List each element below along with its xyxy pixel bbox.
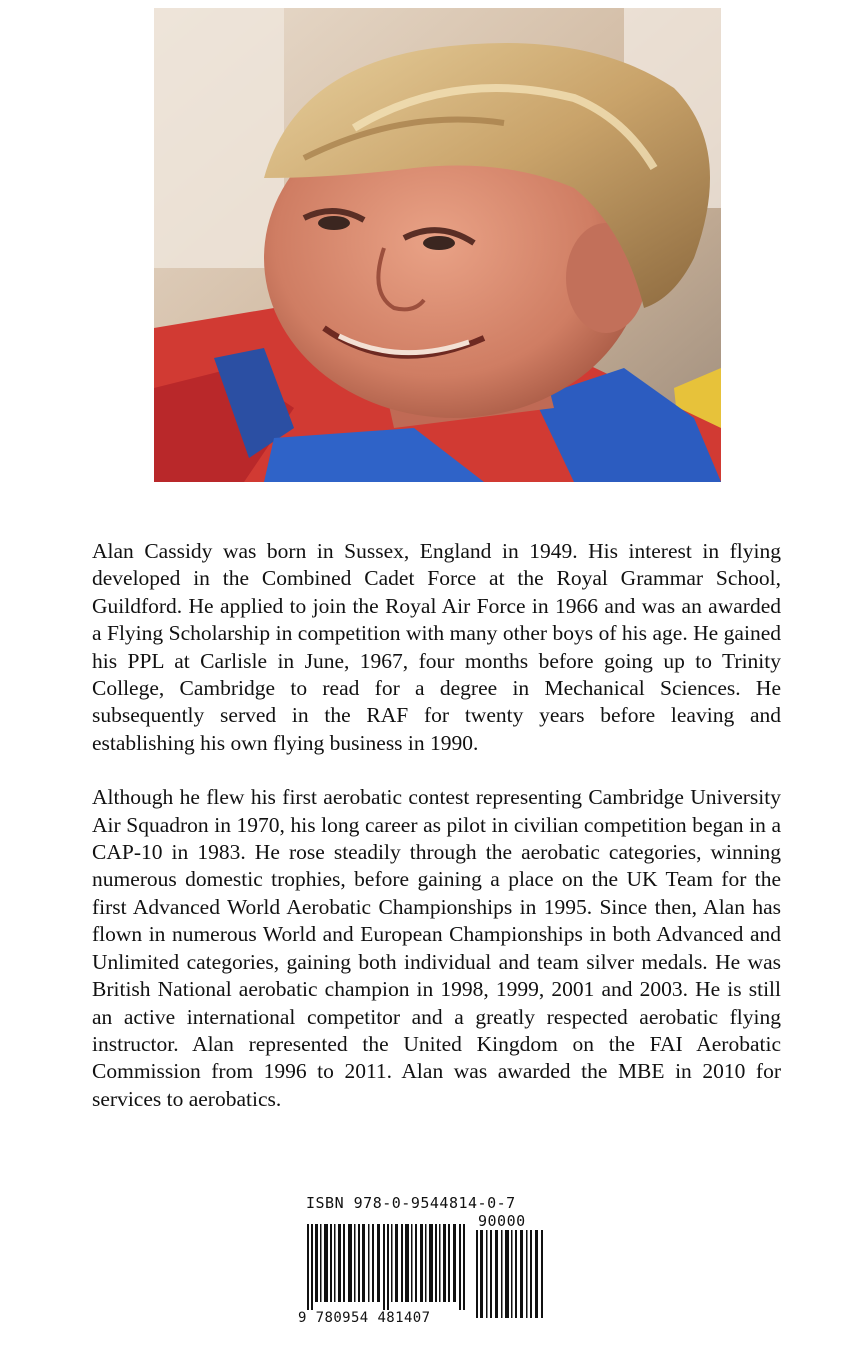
isbn-label: ISBN 978-0-9544814-0-7 [306,1194,516,1212]
price-code-label: 90000 [478,1212,526,1230]
isbn-barcode [298,1194,558,1334]
bio-paragraph-2: Although he flew his first aerobatic contest representing Cambridge University Air Squadron in 1970, his long career as pilot in civilian competition began in a CAP-10 in 1983. He rose steadily through the aerobatic categories, winning numerous domestic trophies, before gaining a place on the UK Team for the first Advanced World Aerobatic Championships in 1995. Since then, Alan has flown in numerous World and European Championships in both Advanced and Unlimited categories, gaining both individual and team silver medals. He was British National aerobatic champion in 1998, 1999, 2001 and 2003. He is still an active international competitor and a greatly respected aerobatic flying instructor. Alan represented the United Kingdom on the FAI Aerobatic Commission from 1996 to 2011. Alan was awarded the MBE in 2010 for services to aerobatics. [92,785,781,1111]
ean-barcode-bars [307,1224,467,1310]
author-biography [92,538,781,1113]
ean-digits-label: 9 780954 481407 [298,1310,431,1326]
price-addon-bars [476,1230,546,1318]
bio-paragraph-1: Alan Cassidy was born in Sussex, England in 1949. His interest in flying developed in the Combined Cadet Force at the Royal Grammar School, Guildford. He applied to join the Royal Air Force in 1966 and was an awarded a Flying Scholarship in competition with many other boys of his age. He gained his PPL at Carlisle in June, 1967, four months before going up to Trinity College, Cambridge to read for a degree in Mechanical Sciences. He subsequently served in the RAF for twenty years before leaving and establishing his own flying business in 1990. [92,539,781,755]
author-photo [154,8,721,482]
author-portrait-image [154,8,721,482]
